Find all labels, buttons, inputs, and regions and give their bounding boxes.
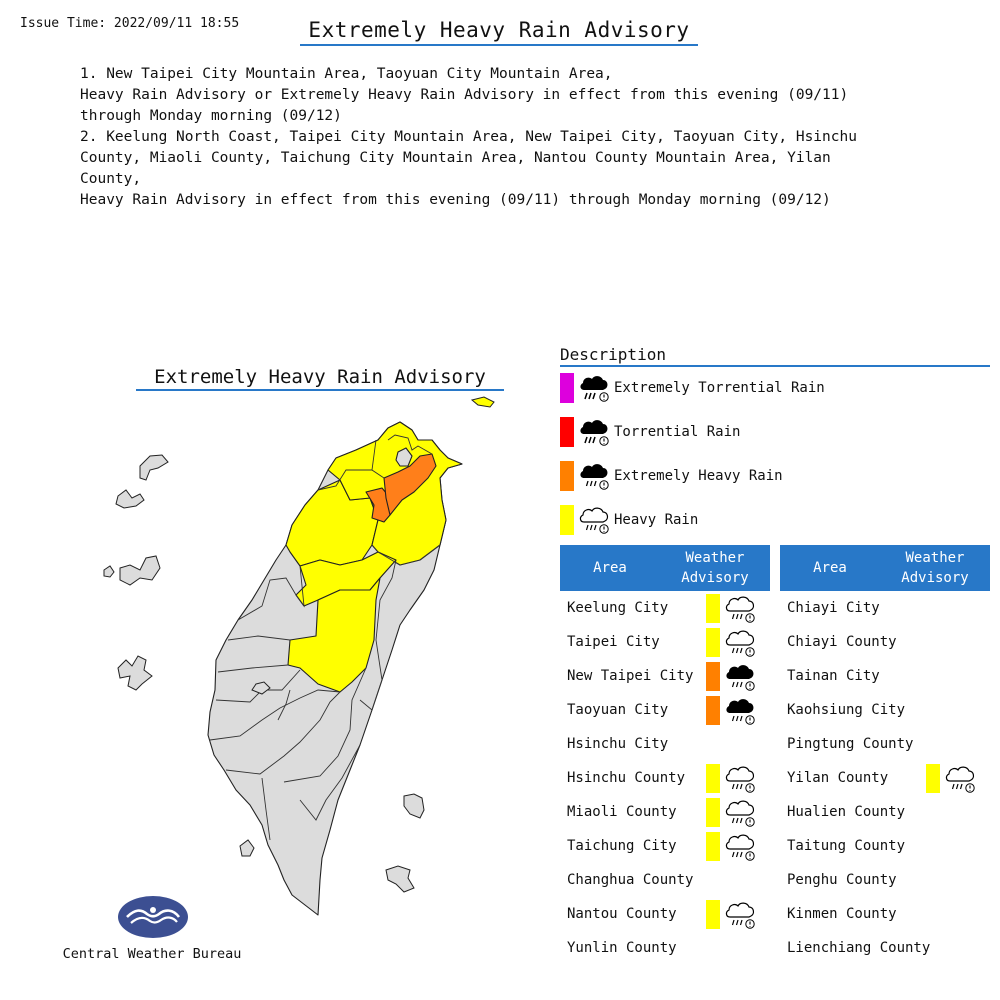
- legend-item-extremely-torrential: [560, 372, 825, 404]
- area-name: Chiayi City: [787, 600, 880, 616]
- column-header-advisory: [880, 548, 990, 588]
- area-name: Yilan County: [787, 770, 889, 786]
- area-name: Changhua County: [567, 872, 694, 888]
- column-header-area: Area: [813, 560, 847, 576]
- advisory-level-swatch: [706, 628, 720, 657]
- map-title: Extremely Heavy Rain Advisory: [136, 366, 504, 391]
- table-row: [780, 795, 990, 829]
- island-pengjia: [472, 397, 494, 407]
- advisory-bulletin: [80, 64, 910, 211]
- island-kinmen-2: [104, 566, 114, 577]
- island-green: [404, 794, 424, 818]
- page-title: Extremely Heavy Rain Advisory: [300, 18, 698, 46]
- island-matsu-1: [140, 455, 168, 480]
- torrential-rain-icon: [578, 372, 610, 404]
- island-matsu-2: [116, 490, 144, 508]
- legend-item-torrential: [560, 416, 740, 448]
- island-penghu: [118, 656, 152, 690]
- column-header-advisory: [660, 548, 770, 588]
- advisory-level-swatch: [706, 764, 720, 793]
- area-name: Hsinchu City: [567, 736, 669, 752]
- area-name: Nantou County: [567, 906, 677, 922]
- advisory-level-swatch: [706, 832, 720, 861]
- table-row: [780, 931, 990, 965]
- advisory-level-swatch: [926, 764, 940, 793]
- area-name: Taichung City: [567, 838, 677, 854]
- area-name: Tainan City: [787, 668, 880, 684]
- organization-name: Central Weather Bureau: [62, 946, 242, 962]
- island-kinmen-1: [120, 556, 160, 585]
- rain-cloud-filled-icon: [724, 695, 756, 727]
- column-header-advisory-line2: Advisory: [681, 570, 749, 586]
- table-row: [560, 727, 770, 761]
- legend-swatch: [560, 461, 574, 491]
- column-header-advisory-line2: Advisory: [901, 570, 969, 586]
- table-row: [560, 897, 770, 931]
- table-row: [560, 659, 770, 693]
- table-row: [780, 863, 990, 897]
- rain-cloud-outline-icon: [578, 504, 610, 536]
- table-row: [780, 625, 990, 659]
- table-row: [560, 625, 770, 659]
- table-body: [780, 591, 990, 965]
- rain-cloud-outline-icon: [724, 593, 756, 625]
- table-row: [780, 897, 990, 931]
- area-table-left: [560, 545, 770, 965]
- rain-cloud-outline-icon: [724, 763, 756, 795]
- legend-label: Torrential Rain: [614, 424, 741, 440]
- table-row: [780, 761, 990, 795]
- table-row: [560, 863, 770, 897]
- bulletin-item-1: 1. New Taipei City Mountain Area, Taoyuan City Mountain Area, Heavy Rain Advisory or Extremely Heavy Rain Advisory in effect from this evening (09/11) through Monday morning (09/12): [80, 66, 849, 124]
- legend-item-extremely-heavy: [560, 460, 783, 492]
- rain-cloud-outline-icon: [724, 831, 756, 863]
- bulletin-item-2: 2. Keelung North Coast, Taipei City Mountain Area, New Taipei City, Taoyuan City, Hsinchu County, Miaoli County, Taichung City Mountain Area, Nantou County Mountain Area, Yilan County, Heavy Rain Advisory in effect from this evening (09/11) through Monday morning (09/12): [80, 129, 857, 208]
- table-row: [560, 761, 770, 795]
- legend-label: Heavy Rain: [614, 512, 699, 528]
- legend-label: Extremely Heavy Rain: [614, 468, 783, 484]
- advisory-level-swatch: [706, 798, 720, 827]
- advisory-level-swatch: [706, 696, 720, 725]
- table-row: [780, 659, 990, 693]
- area-name: Lienchiang County: [787, 940, 931, 956]
- column-header-advisory-line1: Weather: [905, 550, 965, 566]
- table-row: [560, 931, 770, 965]
- table-header: [780, 545, 990, 591]
- area-name: New Taipei City: [567, 668, 694, 684]
- area-name: Chiayi County: [787, 634, 897, 650]
- table-header: [560, 545, 770, 591]
- area-name: Keelung City: [567, 600, 669, 616]
- legend-swatch: [560, 417, 574, 447]
- legend-label: Extremely Torrential Rain: [614, 380, 825, 396]
- legend-item-heavy: [560, 504, 698, 536]
- advisory-level-swatch: [706, 662, 720, 691]
- area-name: Kaohsiung City: [787, 702, 906, 718]
- rain-cloud-outline-icon: [724, 899, 756, 931]
- island-orchid: [386, 866, 414, 892]
- area-name: Taoyuan City: [567, 702, 669, 718]
- island-liuqiu: [240, 840, 254, 856]
- area-name: Hsinchu County: [567, 770, 686, 786]
- area-table-right: [780, 545, 990, 965]
- rain-cloud-outline-icon: [724, 797, 756, 829]
- table-row: [780, 591, 990, 625]
- table-row: [560, 795, 770, 829]
- rain-cloud-outline-icon: [944, 763, 976, 795]
- column-header-area: Area: [593, 560, 627, 576]
- rain-cloud-filled-icon: [724, 661, 756, 693]
- table-row: [780, 829, 990, 863]
- area-name: Taitung County: [787, 838, 906, 854]
- area-name: Hualien County: [787, 804, 906, 820]
- area-name: Kinmen County: [787, 906, 897, 922]
- area-name: Taipei City: [567, 634, 660, 650]
- legend-title: Description: [560, 345, 990, 367]
- area-name: Yunlin County: [567, 940, 677, 956]
- table-row: [780, 727, 990, 761]
- table-row: [560, 829, 770, 863]
- area-name: Pingtung County: [787, 736, 914, 752]
- table-row: [560, 591, 770, 625]
- cwb-logo: [117, 895, 189, 939]
- rain-cloud-filled-icon: [578, 460, 610, 492]
- rain-cloud-outline-icon: [724, 627, 756, 659]
- table-row: [560, 693, 770, 727]
- area-name: Miaoli County: [567, 804, 677, 820]
- legend-swatch: [560, 373, 574, 403]
- table-row: [780, 693, 990, 727]
- issue-time: Issue Time: 2022/09/11 18:55: [20, 16, 240, 31]
- column-header-advisory-line1: Weather: [685, 550, 745, 566]
- taiwan-advisory-map: [100, 395, 520, 920]
- legend-swatch: [560, 505, 574, 535]
- table-body: [560, 591, 770, 965]
- advisory-level-swatch: [706, 900, 720, 929]
- area-name: Penghu County: [787, 872, 897, 888]
- torrential-rain-icon: [578, 416, 610, 448]
- advisory-level-swatch: [706, 594, 720, 623]
